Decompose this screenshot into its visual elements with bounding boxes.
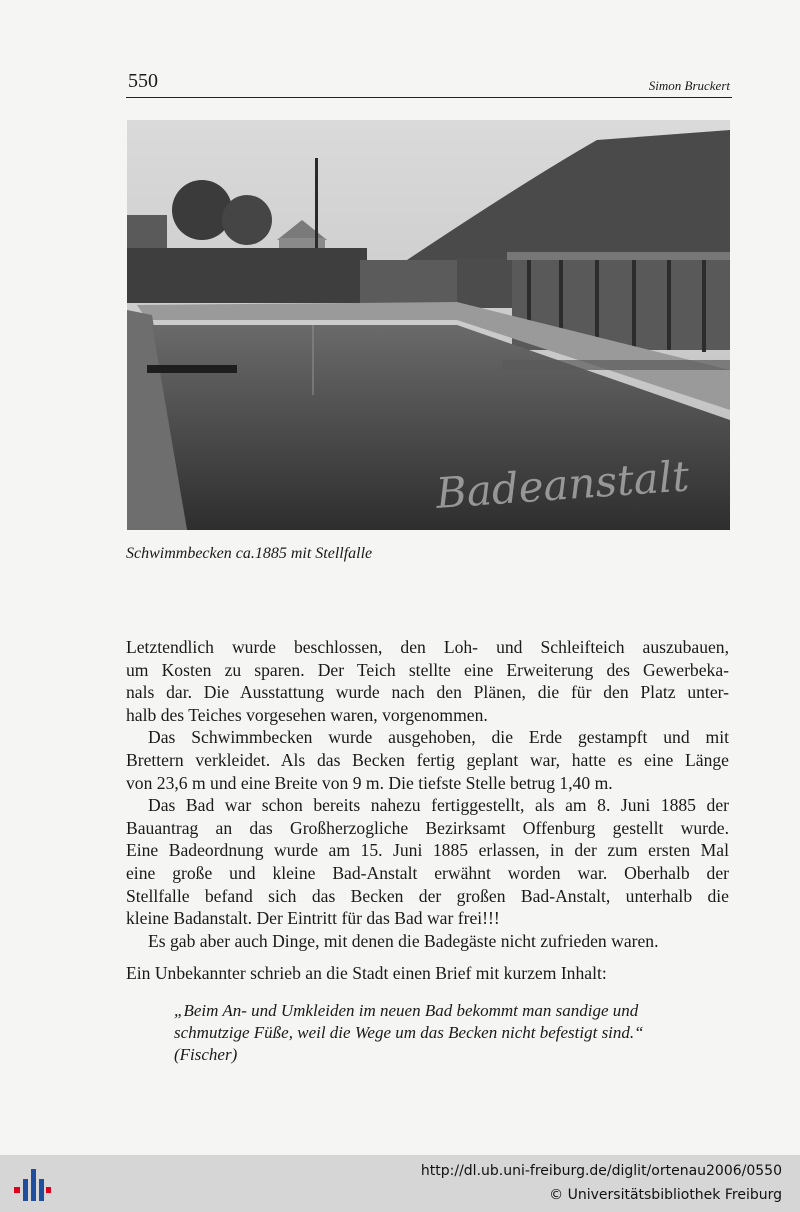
intro-line: Ein Unbekannter schrieb an die Stadt einen Brief mit kurzem Inhalt:	[126, 963, 607, 983]
block-quote	[174, 1000, 726, 1066]
body-line: Letztendlich wurde beschlossen, den Loh- und Schleifteich auszubauen,	[126, 637, 729, 657]
figure-caption: Schwimmbecken ca.1885 mit Stellfalle	[126, 545, 373, 562]
page-number: 550	[128, 70, 158, 92]
body-line: Das Bad war schon bereits nahezu fertiggestellt, als am 8. Juni 1885 der	[148, 795, 729, 816]
body-line: Es gab aber auch Dinge, mit denen die Badegäste nicht zufrieden waren.	[148, 930, 659, 951]
quote-line: (Fischer)	[174, 1045, 238, 1064]
body-line: Stellfalle befand sich das Becken der großen Bad-Anstalt, unterhalb die	[126, 885, 729, 906]
body-line: kleine Badanstalt. Der Eintritt für das Bad war frei!!!	[126, 908, 500, 929]
body-line: Brettern verkleidet. Als das Becken fertig geplant war, hatte es eine Länge	[126, 749, 729, 770]
running-head-author: Simon Bruckert	[648, 78, 730, 93]
header-rule	[126, 97, 732, 98]
footer-url-link[interactable]: http://dl.ub.uni-freiburg.de/diglit/ortenau2006/0550	[420, 1163, 782, 1179]
quote-line: schmutzige Füße, weil die Wege um das Becken nicht befestigt sind.“	[174, 1023, 644, 1042]
body-line: Eine Badeordnung wurde am 15. Juni 1885 erlassen, in der zum ersten Mal	[126, 840, 729, 861]
body-line: halb des Teiches vorgesehen waren, vorgenommen.	[126, 704, 488, 725]
footer-copyright: © Universitätsbibliothek Freiburg	[549, 1187, 782, 1203]
body-line: eine große und kleine Bad-Anstalt erwähnt worden war. Oberhalb der	[126, 862, 729, 883]
body-line: um Kosten zu sparen. Der Teich stellte eine Erweiterung des Gewerbeka-	[126, 659, 729, 680]
historic-pool-photo	[127, 120, 730, 530]
body-line: von 23,6 m und eine Breite von 9 m. Die tiefste Stelle betrug 1,40 m.	[126, 772, 613, 793]
body-line: Das Schwimmbecken wurde ausgehoben, die Erde gestampft und mit	[148, 727, 729, 748]
quote-line: „Beim An- und Umkleiden im neuen Bad bekommt man sandige und	[174, 1001, 639, 1020]
handwritten-annotation: Badeanstalt	[434, 451, 691, 518]
ub-freiburg-logo-icon	[12, 1165, 52, 1205]
body-line: nals dar. Die Ausstattung wurde nach den Plänen, die für den Platz unter-	[126, 682, 729, 703]
body-line: Bauantrag an das Großherzogliche Bezirksamt Offenburg gestellt wurde.	[126, 817, 729, 838]
body-text	[126, 636, 729, 952]
footer-bar	[0, 1155, 800, 1212]
